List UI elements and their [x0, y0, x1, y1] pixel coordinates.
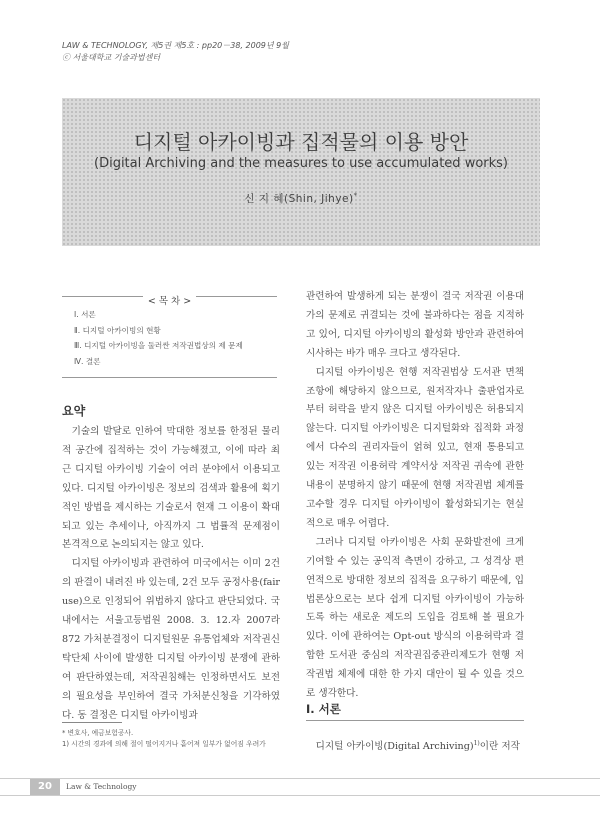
intro-text-end: 이란 저작: [479, 741, 520, 752]
abstract-heading: 요약: [62, 404, 86, 418]
footnote-1: 1) 시간의 경과에 의해 절이 떨어지거나 흩어져 일부가 없어짐 우려가: [62, 740, 266, 748]
author-footnote: * 변호사, 예금보험공사.: [62, 729, 134, 737]
abstract-paragraph: 관련하여 발생하게 되는 분쟁이 결국 저작권 이용대가의 문제로 귀결되는 것에 불과하다는 점을 지적하고 있어, 디지털 아카이빙의 활성화 방안과 관련하여 시사하는 바가 매우 크다고 생각된다.: [306, 291, 524, 359]
journal-citation: LAW & TECHNOLOGY, 제5권 제5호 : pp20－38, 2009년 9월: [62, 41, 289, 50]
footnotes: [62, 728, 266, 750]
abstract-paragraph: 디지털 아카이빙과 관련하여 미국에서는 이미 2건의 판결이 내려진 바 있는데, 2건 모두 공정사용(fair use)으로 인정되어 위법하지 않다고 판단되었다. 국내에서는 서울고등법원 2008. 3. 12.자 2007라872 가처분결정이 디지털원문 유통업체와 저작권신탁단체 사이에 발생한 디지털 아카이빙 분쟁에 관하여 판단하였는데, 저작권침해는 인정하면서도 보전의 필요성을 부인하여 결국 가처분신청을 기각하였다. 동 결정은 디지털 아카이빙과: [62, 558, 280, 721]
footer-journal-name: Law & Technology: [66, 782, 137, 791]
section-heading-introduction: Ⅰ. 서론: [306, 702, 341, 716]
toc-item: Ⅰ. 서론: [74, 310, 96, 319]
author: [62, 191, 540, 206]
table-of-contents: [62, 296, 277, 378]
abstract-left-column: [62, 423, 280, 726]
abstract-paragraph: 디지털 아카이빙은 현행 저작권법상 도서관 면책 조항에 해당하지 않으므로, 원저작자나 출판업자로부터 허락을 받지 않은 디지털 아카이빙은 허용되지 않는다. 디지털 아카이빙은 디지털화와 집적화 과정에서 다수의 권리자들이 얽혀 있고, 현재 통용되고 있는 저작권 이용허락 계약서상 저작권 귀속에 관한 내용이 분명하지 않기 때문에 현행 저작권법 체계를 고수할 경우 디지털 아카이빙이 활성화되기는 현실적으로 매우 어렵다.: [306, 366, 524, 529]
title-block: [62, 98, 540, 246]
toc-title: < 목 차 >: [143, 296, 196, 307]
title-korean: 디지털 아카이빙과 집적물의 이용 방안: [133, 130, 469, 154]
journal-header: [62, 40, 289, 64]
page-number: 20: [30, 779, 60, 795]
toc-item: Ⅳ. 결론: [74, 356, 101, 366]
author-footnote-mark: *: [353, 191, 358, 200]
intro-text: 디지털 아카이빙(Digital Archiving): [315, 741, 474, 752]
toc-item: Ⅱ. 디지털 아카이빙의 현황: [74, 325, 161, 335]
footnote-ref: 1): [473, 739, 480, 747]
copyright-line: ⓒ 서울대학교 기술과법센터: [62, 53, 161, 62]
author-name: 신 지 혜(Shin, Jihye): [244, 193, 354, 205]
footnote-divider: [62, 722, 122, 723]
toc-item: Ⅲ. 디지털 아카이빙을 둘러싼 저작권법상의 제 문제: [74, 341, 243, 350]
page-footer: [0, 778, 600, 796]
abstract-paragraph: 기술의 발달로 인하여 막대한 정보를 한정된 물리적 공간에 집적하는 것이 가능해졌고, 이에 따라 최근 디지털 아카이빙 기술이 여러 분야에서 이용되고 있다. 디지털 아카이빙은 정보의 검색과 활용에 획기적인 방법을 제시하는 기술로서 현재 그 이용이 확대되고 있는 추세이나, 아직까지 그 법률적 문제점이 본격적으로 논의되지는 않고 있다.: [62, 426, 280, 551]
abstract-right-column: [306, 288, 524, 704]
title-english: (Digital Archiving and the measures to use accumulated works): [94, 156, 508, 171]
abstract-paragraph: 그러나 디지털 아카이빙은 사회 문화발전에 크게 기여할 수 있는 공익적 측면이 강하고, 그 성격상 편연적으로 방대한 정보의 집적을 요구하기 때문에, 입법론상으로는 보다 쉽게 디지털 아카이빙이 가능하도록 하는 새로운 제도의 도입을 검토해 볼 필요가 있다. 이에 관하여는 Opt-out 방식의 이용허락과 결합한 도서관 중심의 저작권집중관리제도가 현행 저작권법 체제에 대한 한 가지 대안이 될 수 있을 것으로 생각한다.: [306, 536, 524, 700]
intro-paragraph: [306, 738, 524, 752]
section-divider: [306, 720, 524, 721]
